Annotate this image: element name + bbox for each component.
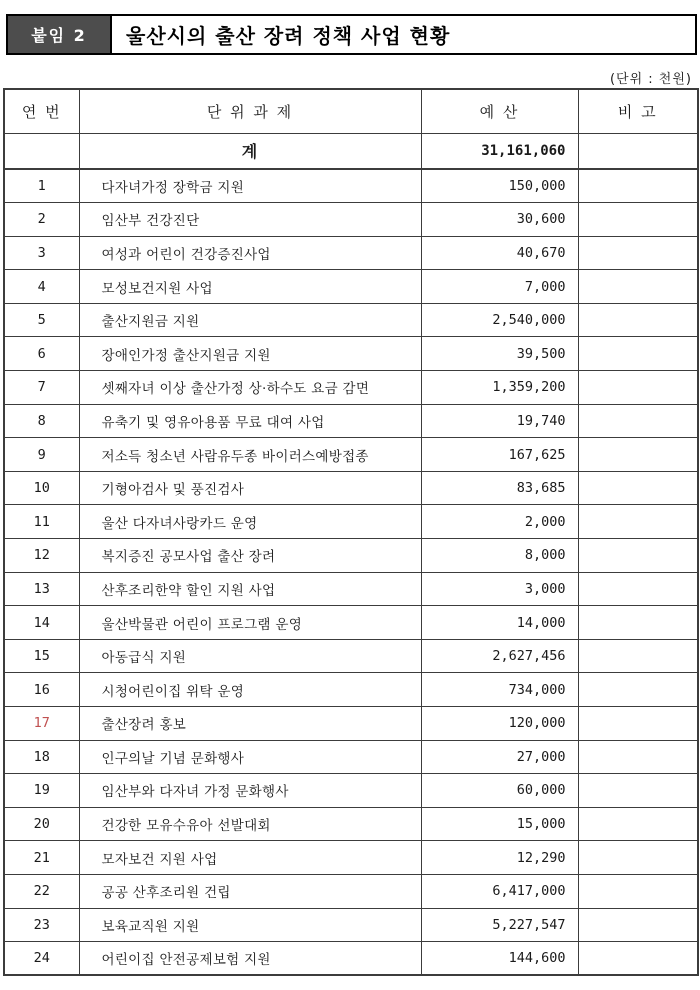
- table-row: [4, 438, 698, 472]
- row-no: 24: [4, 942, 79, 976]
- table-row: [4, 337, 698, 371]
- row-no: 5: [4, 303, 79, 337]
- table-row: [4, 471, 698, 505]
- row-budget: 2,627,456: [421, 639, 578, 673]
- row-task: 산후조리한약 할인 지원 사업: [79, 572, 421, 606]
- row-budget: 5,227,547: [421, 908, 578, 942]
- row-note-cell: [578, 203, 698, 237]
- row-no: 3: [4, 236, 79, 270]
- row-no: 9: [4, 438, 79, 472]
- row-budget: 2,540,000: [421, 303, 578, 337]
- row-no: 1: [4, 169, 79, 203]
- row-note-cell: [578, 807, 698, 841]
- row-no: 17: [4, 707, 79, 741]
- row-task: 울산박물관 어린이 프로그램 운영: [79, 606, 421, 640]
- table-row: [4, 606, 698, 640]
- col-header-task: 단 위 과 제: [79, 89, 421, 133]
- total-row: [4, 133, 698, 169]
- row-note-cell: [578, 270, 698, 304]
- col-header-budget: 예 산: [421, 89, 578, 133]
- row-budget: 734,000: [421, 673, 578, 707]
- table-row: [4, 169, 698, 203]
- attachment-badge: 붙임 2: [8, 16, 112, 53]
- row-task: 공공 산후조리원 건립: [79, 874, 421, 908]
- row-no: 22: [4, 874, 79, 908]
- row-note-cell: [578, 908, 698, 942]
- row-no: 6: [4, 337, 79, 371]
- row-budget: 19,740: [421, 404, 578, 438]
- row-note-cell: [578, 303, 698, 337]
- table-row: [4, 236, 698, 270]
- table-row: [4, 639, 698, 673]
- row-task: 임산부 건강진단: [79, 203, 421, 237]
- row-note-cell: [578, 707, 698, 741]
- row-task: 보육교직원 지원: [79, 908, 421, 942]
- row-budget: 2,000: [421, 505, 578, 539]
- row-budget: 40,670: [421, 236, 578, 270]
- unit-note: (단위 : 천원): [609, 72, 692, 87]
- table-row: [4, 203, 698, 237]
- row-budget: 15,000: [421, 807, 578, 841]
- table-row: [4, 539, 698, 573]
- row-budget: 39,500: [421, 337, 578, 371]
- table-row: [4, 908, 698, 942]
- row-task: 저소득 청소년 사람유두종 바이러스예방접종: [79, 438, 421, 472]
- row-budget: 30,600: [421, 203, 578, 237]
- table-row: [4, 841, 698, 875]
- row-no: 10: [4, 471, 79, 505]
- row-note-cell: [578, 371, 698, 405]
- row-note-cell: [578, 774, 698, 808]
- table-row: [4, 707, 698, 741]
- row-no: 11: [4, 505, 79, 539]
- col-header-no: 연 번: [4, 89, 79, 133]
- row-budget: 7,000: [421, 270, 578, 304]
- row-task: 복지증진 공모사업 출산 장려: [79, 539, 421, 573]
- row-note-cell: [578, 438, 698, 472]
- row-no: 12: [4, 539, 79, 573]
- row-budget: 120,000: [421, 707, 578, 741]
- row-note-cell: [578, 169, 698, 203]
- row-note-cell: [578, 841, 698, 875]
- row-task: 기형아검사 및 풍진검사: [79, 471, 421, 505]
- row-no: 14: [4, 606, 79, 640]
- row-budget: 14,000: [421, 606, 578, 640]
- table-body: [4, 133, 698, 975]
- row-note-cell: [578, 606, 698, 640]
- row-no: 21: [4, 841, 79, 875]
- row-note-cell: [578, 337, 698, 371]
- table-row: [4, 303, 698, 337]
- table-row: [4, 942, 698, 976]
- row-note-cell: [578, 874, 698, 908]
- row-no: 8: [4, 404, 79, 438]
- row-note-cell: [578, 740, 698, 774]
- table-row: [4, 572, 698, 606]
- row-no: 13: [4, 572, 79, 606]
- row-budget: 150,000: [421, 169, 578, 203]
- table-row: [4, 505, 698, 539]
- row-no: 16: [4, 673, 79, 707]
- row-task: 아동급식 지원: [79, 639, 421, 673]
- table-row: [4, 774, 698, 808]
- table-header: [4, 89, 698, 133]
- row-no: 7: [4, 371, 79, 405]
- table-row: [4, 673, 698, 707]
- row-note-cell: [578, 539, 698, 573]
- row-no: 4: [4, 270, 79, 304]
- table-row: [4, 404, 698, 438]
- table-header-row: [4, 89, 698, 133]
- table-row: [4, 807, 698, 841]
- row-no: 15: [4, 639, 79, 673]
- table-row: [4, 270, 698, 304]
- row-task: 다자녀가정 장학금 지원: [79, 169, 421, 203]
- row-no: 2: [4, 203, 79, 237]
- row-budget: 3,000: [421, 572, 578, 606]
- row-task: 건강한 모유수유아 선발대회: [79, 807, 421, 841]
- row-task: 모자보건 지원 사업: [79, 841, 421, 875]
- row-task: 장애인가정 출산지원금 지원: [79, 337, 421, 371]
- row-task: 유축기 및 영유아용품 무료 대여 사업: [79, 404, 421, 438]
- table-row: [4, 371, 698, 405]
- row-budget: 144,600: [421, 942, 578, 976]
- col-header-note: 비 고: [578, 89, 698, 133]
- total-note-cell: [578, 133, 698, 169]
- row-task: 시청어린이집 위탁 운영: [79, 673, 421, 707]
- row-budget: 27,000: [421, 740, 578, 774]
- row-note-cell: [578, 942, 698, 976]
- row-budget: 1,359,200: [421, 371, 578, 405]
- total-no-cell: [4, 133, 79, 169]
- row-budget: 6,417,000: [421, 874, 578, 908]
- document-header: [6, 14, 697, 55]
- row-task: 출산지원금 지원: [79, 303, 421, 337]
- total-budget: 31,161,060: [421, 133, 578, 169]
- row-task: 인구의날 기념 문화행사: [79, 740, 421, 774]
- row-task: 출산장려 홍보: [79, 707, 421, 741]
- row-task: 여성과 어린이 건강증진사업: [79, 236, 421, 270]
- row-task: 모성보건지원 사업: [79, 270, 421, 304]
- row-note-cell: [578, 673, 698, 707]
- row-no: 18: [4, 740, 79, 774]
- row-task: 어린이집 안전공제보험 지원: [79, 942, 421, 976]
- row-budget: 60,000: [421, 774, 578, 808]
- policy-table: [3, 88, 699, 976]
- row-budget: 8,000: [421, 539, 578, 573]
- page-title: 울산시의 출산 장려 정책 사업 현황: [126, 24, 451, 48]
- row-budget: 167,625: [421, 438, 578, 472]
- row-task: 울산 다자녀사랑카드 운영: [79, 505, 421, 539]
- row-no: 19: [4, 774, 79, 808]
- row-no: 20: [4, 807, 79, 841]
- row-no: 23: [4, 908, 79, 942]
- row-note-cell: [578, 404, 698, 438]
- row-note-cell: [578, 639, 698, 673]
- total-label: 계: [79, 133, 421, 169]
- table-row: [4, 740, 698, 774]
- row-task: 임산부와 다자녀 가정 문화행사: [79, 774, 421, 808]
- row-task: 셋째자녀 이상 출산가정 상·하수도 요금 감면: [79, 371, 421, 405]
- row-budget: 83,685: [421, 471, 578, 505]
- row-note-cell: [578, 505, 698, 539]
- table-row: [4, 874, 698, 908]
- row-budget: 12,290: [421, 841, 578, 875]
- row-note-cell: [578, 236, 698, 270]
- row-note-cell: [578, 471, 698, 505]
- row-note-cell: [578, 572, 698, 606]
